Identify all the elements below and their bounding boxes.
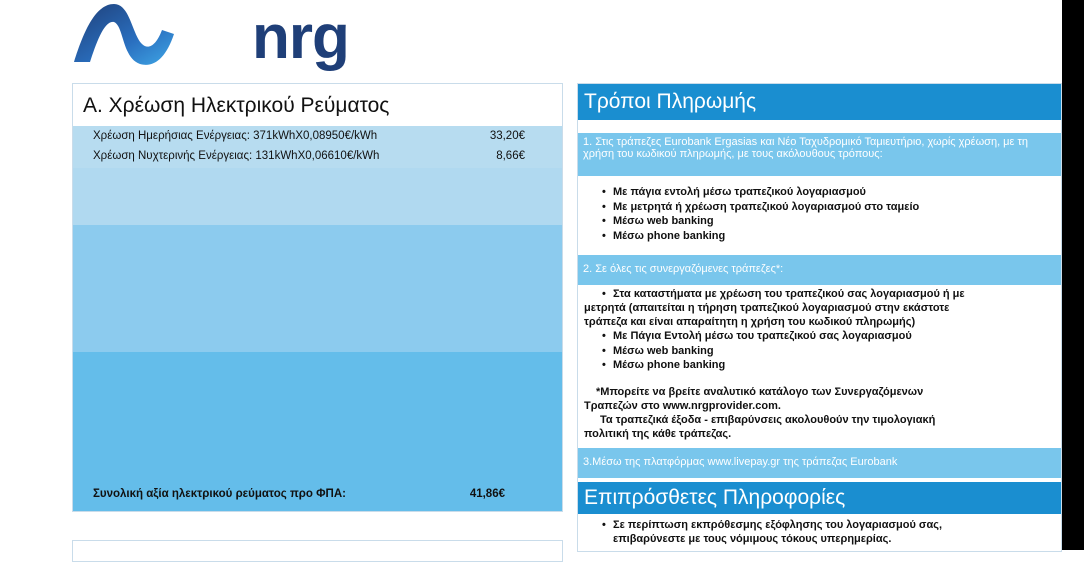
electricity-title-bar	[73, 84, 562, 126]
section2-item1-cont2: τράπεζα και είναι απαραίτητη η χρήση του κωδικού πληρωμής)	[584, 316, 916, 328]
additional-info-list	[602, 518, 942, 533]
list-item: • Με πάγια εντολή μέσω τραπεζικού λογαριασμού	[602, 185, 919, 200]
additional-info-title: Επιπρόσθετες Πληροφορίες	[584, 486, 846, 509]
list-item: • Μέσω phone banking	[602, 229, 919, 244]
electricity-charges-panel	[72, 83, 563, 512]
list-item: • Μέσω phone banking	[602, 358, 912, 373]
section2-list-more	[602, 329, 912, 373]
list-item: • Σε περίπτωση εκπρόθεσμης εξόφλησης του λογαριασμού σας,	[602, 518, 942, 533]
section2-item1-cont1: μετρητά (απαιτείται η τήρηση τραπεζικού λογαριασμού στην εκάστοτε	[584, 302, 950, 314]
nrg-logo-icon	[70, 0, 180, 70]
additional-info-title-bar	[578, 482, 1061, 514]
section1-heading-bar	[578, 133, 1061, 176]
total-label: Συνολική αξία ηλεκτρικού ρεύματος προ ΦΠΑ:	[93, 488, 346, 500]
night-energy-amount: 8,66€	[496, 150, 525, 162]
list-item: • Μέσω web banking	[602, 214, 919, 229]
section3-heading: 3.Μέσω της πλατφόρμας www.livepay.gr της τράπεζας Eurobank	[583, 456, 898, 468]
section2-heading-bar	[578, 255, 1061, 285]
bank-fees-note-cont: πολιτική της κάθε τράπεζας.	[584, 428, 732, 440]
payment-title-bar	[578, 84, 1061, 120]
brand-name: nrg	[252, 3, 349, 72]
bank-fees-note: Τα τραπεζικά έξοδα - επιβαρύνσεις ακολουθούν την τιμολογιακή	[600, 414, 936, 426]
day-energy-label: Χρέωση Ημερήσιας Ενέργειας: 371kWhX0,08950€/kWh	[93, 130, 378, 142]
nrg-logo	[70, 0, 349, 80]
section1-heading: 1. Στις τράπεζες Eurobank Ergasias και Νέο Ταχυδρομικό Ταμιευτήριο, χωρίς χρέωση, με τη χρήση του κωδικού πληρωμής, με τους ακόλουθους τρόπους:	[583, 136, 1028, 160]
electricity-title: Α. Χρέωση Ηλεκτρικού Ρεύματος	[83, 94, 390, 117]
section1-list	[602, 185, 919, 243]
list-item	[602, 287, 965, 302]
band-3	[73, 225, 562, 352]
partner-banks-url-line: Τραπεζών στο www.nrgprovider.com.	[584, 400, 781, 412]
band-2	[73, 168, 562, 225]
additional-info-cont: επιβαρύνεστε με τους νόμιμους τόκους υπερημερίας.	[613, 533, 892, 545]
section3-heading-bar	[578, 448, 1061, 478]
section2-heading: 2. Σε όλες τις συνεργαζόμενες τράπεζες*:	[583, 263, 784, 275]
payment-methods-panel	[577, 83, 1062, 552]
list-item: • Με Πάγια Εντολή μέσω του τραπεζικού σας λογαριασμού	[602, 329, 912, 344]
payment-title: Τρόποι Πληρωμής	[584, 90, 757, 113]
partner-banks-note: *Μπορείτε να βρείτε αναλυτικό κατάλογο των Συνεργαζόμενων	[596, 386, 924, 398]
list-item-text: Στα καταστήματα με χρέωση του τραπεζικού σας λογαριασμού ή με	[613, 288, 965, 300]
night-energy-label: Χρέωση Νυχτερινής Ενέργειας: 131kWhX0,06610€/kWh	[93, 150, 380, 162]
section2-list	[602, 287, 965, 302]
day-energy-amount: 33,20€	[489, 130, 525, 142]
list-item: • Με μετρητά ή χρέωση τραπεζικού λογαριασμού στο ταμείο	[602, 200, 919, 215]
list-item: • Μέσω web banking	[602, 344, 912, 359]
screen-edge	[1062, 0, 1084, 550]
total-amount: 41,86€	[469, 488, 505, 500]
next-section-panel	[72, 540, 563, 562]
